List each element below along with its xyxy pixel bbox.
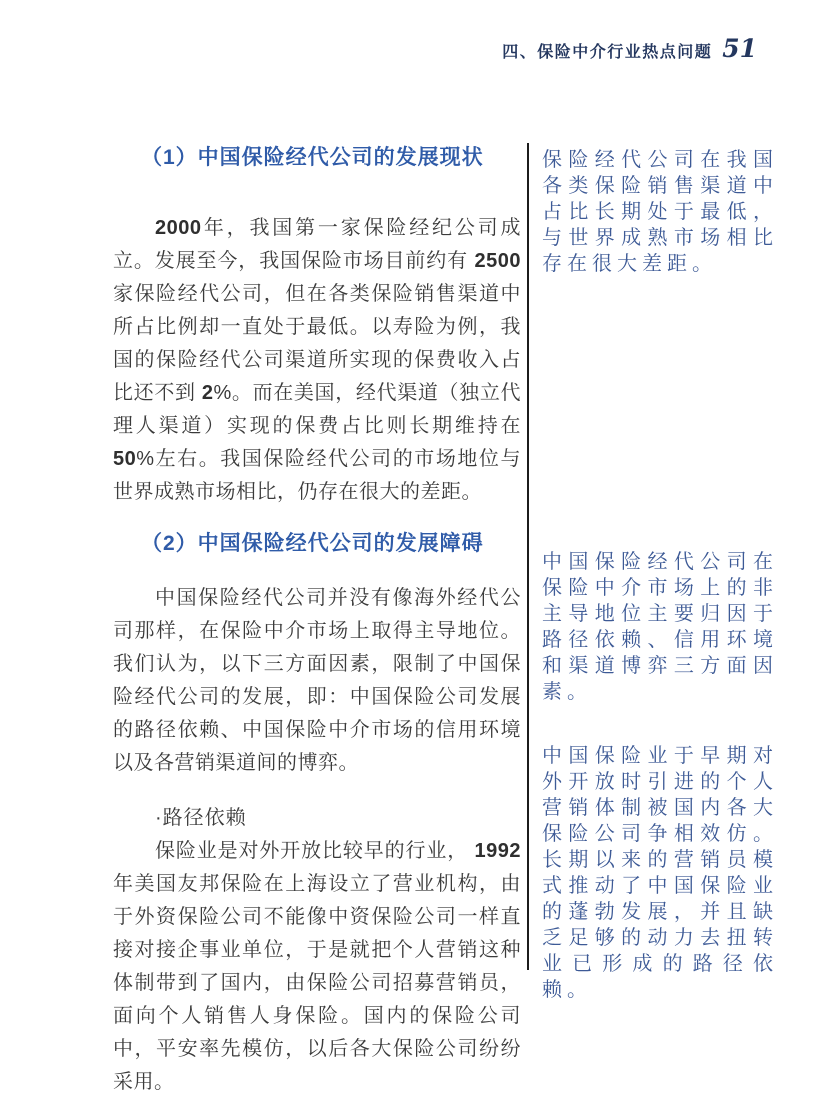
- paragraph-path-dependence-detail: 保险业是对外开放比较早的行业， 1992年美国友邦保险在上海设立了营业机构，由于外资保险公司不能像中资保险公司一样直接对接企事业单位，于是就把个人营销这种体制带到了国内，由保险公司招募营销员，面向个人销售人身保险。国内的保险公司中，平安率先模仿，以后各大保险公司纷纷采用。: [113, 840, 521, 1093]
- paragraph-development-status: 2000年，我国第一家保险经纪公司成立。发展至今，我国保险市场目前约有 2500家保险经代公司，但在各类保险销售渠道中所占比例却一直处于最低。以寿险为例，我国的保险经代公司渠道所实现的保费收入占比还不到 2%。而在美国，经代渠道（独立代理人渠道）实现的保费占比则长期维持在 50%左右。我国保险经代公司的市场地位与世界成熟市场相比，仍存在很大的差距。: [113, 217, 521, 503]
- column-divider-line: [527, 143, 529, 970]
- margin-note-3: 中国保险业于早期对外开放时引进的个人营销体制被国内各大保险公司争相效仿。长期以来的营销员模式推动了中国保险业的蓬勃发展，并且缺乏足够的动力去扭转业已形成的路径依赖。: [542, 745, 778, 1001]
- margin-note-1: 保险经代公司在我国各类保险销售渠道中占比长期处于最低，与世界成熟市场相比存在很大差距。: [542, 149, 778, 275]
- running-head-title: 四、保险中介行业热点问题: [502, 44, 713, 61]
- paragraph-development-obstacles: 中国保险经代公司并没有像海外经代公司那样，在保险中介市场上取得主导地位。我们认为，以下三方面因素，限制了中国保险经代公司的发展，即：中国保险公司发展的路径依赖、中国保险中介市场的信用环境以及各营销渠道间的博弈。: [113, 587, 521, 774]
- page-number: 51: [722, 34, 757, 63]
- running-head: [502, 34, 757, 63]
- section-heading-2: （2）中国保险经代公司的发展障碍: [141, 532, 484, 555]
- bullet-path-dependence: ·路径依赖: [155, 807, 247, 829]
- margin-note-2: 中国保险经代公司在保险中介市场上的非主导地位主要归因于路径依赖、信用环境和渠道博弈三方面因素。: [542, 551, 778, 703]
- section-heading-1: （1）中国保险经代公司的发展现状: [141, 146, 484, 169]
- main-text-column: [113, 141, 521, 1099]
